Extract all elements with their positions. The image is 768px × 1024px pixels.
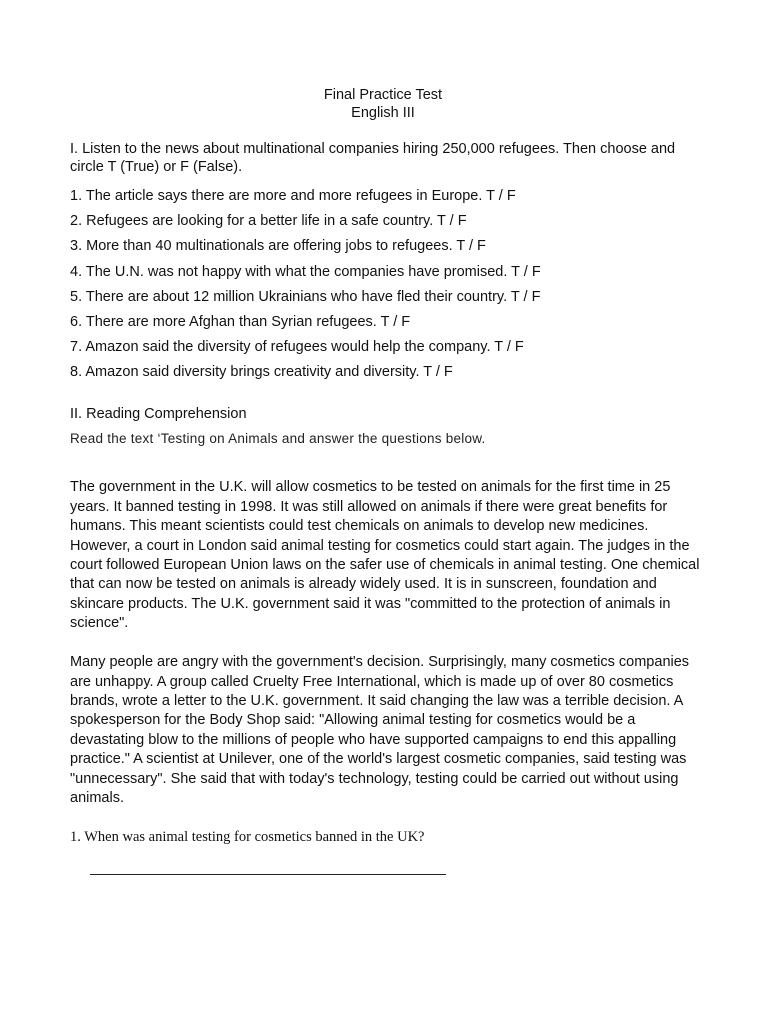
section2-heading: II. Reading Comprehension: [70, 406, 247, 423]
true-false-item-4: 4. The U.N. was not happy with what the companies have promised. T / F: [70, 263, 541, 280]
document-page: [70, 86, 700, 875]
reading-passage: [70, 478, 700, 808]
section1-instruction: I. Listen to the news about multinational companies hiring 250,000 refugees. Then choose and circle T (True) or F (False).: [70, 141, 676, 175]
comprehension-question-1: 1. When was animal testing for cosmetics banned in the UK?: [70, 829, 425, 845]
passage-paragraph-2: Many people are angry with the government's decision. Surprisingly, many cosmetics companies are unhappy. A group called Cruelty Free International, which is made up of over 80 cosmetics brands, wrote a letter to the U.K. government. It said changing the law was a terrible decision. A spokesperson for the Body Shop said: "Allowing animal testing for cosmetics would be a devastating blow to the millions of people who have supported campaigns to end this appalling practice." A scientist at Unilever, one of the world's largest cosmetic companies, said testing was "unnecessary". She said that with today's technology, testing could be carried out without using animals.: [70, 654, 690, 806]
true-false-item-2: 2. Refugees are looking for a better life in a safe country. T / F: [70, 213, 467, 230]
true-false-item-1: 1. The article says there are more and more refugees in Europe. T / F: [70, 188, 516, 204]
true-false-list: [70, 187, 700, 381]
document-subtitle: English III: [351, 105, 415, 121]
document-title: Final Practice Test: [323, 87, 443, 103]
true-false-item-3: 3. More than 40 multinationals are offering jobs to refugees. T / F: [70, 238, 486, 255]
answer-line-1[interactable]: [90, 862, 446, 875]
true-false-item-6: 6. There are more Afghan than Syrian refugees. T / F: [70, 313, 411, 330]
passage-paragraph-1: The government in the U.K. will allow cosmetics to be tested on animals for the first time in 25 years. It banned testing in 1998. It was still allowed on animals if there were great benefits for humans. This meant scientists could test chemicals on animals to develop new medicines. However, a court in London said animal testing for cosmetics could start again. The judges in the court followed European Union laws on the safer use of chemicals in animal testing. One chemical that can now be tested on animals is already widely used. It is in sunscreen, foundation and skincare products. The U.K. government said it was "committed to the protection of animals in science".: [70, 479, 700, 632]
true-false-item-5: 5. There are about 12 million Ukrainians who have fled their country. T / F: [70, 288, 541, 305]
true-false-item-7: 7. Amazon said the diversity of refugees would help the company. T / F: [70, 339, 524, 356]
document-header: [66, 86, 700, 122]
true-false-item-8: 8. Amazon said diversity brings creativity and diversity. T / F: [70, 364, 453, 381]
section2-instruction: Read the text ‘Testing on Animals and answer the questions below.: [70, 431, 486, 447]
